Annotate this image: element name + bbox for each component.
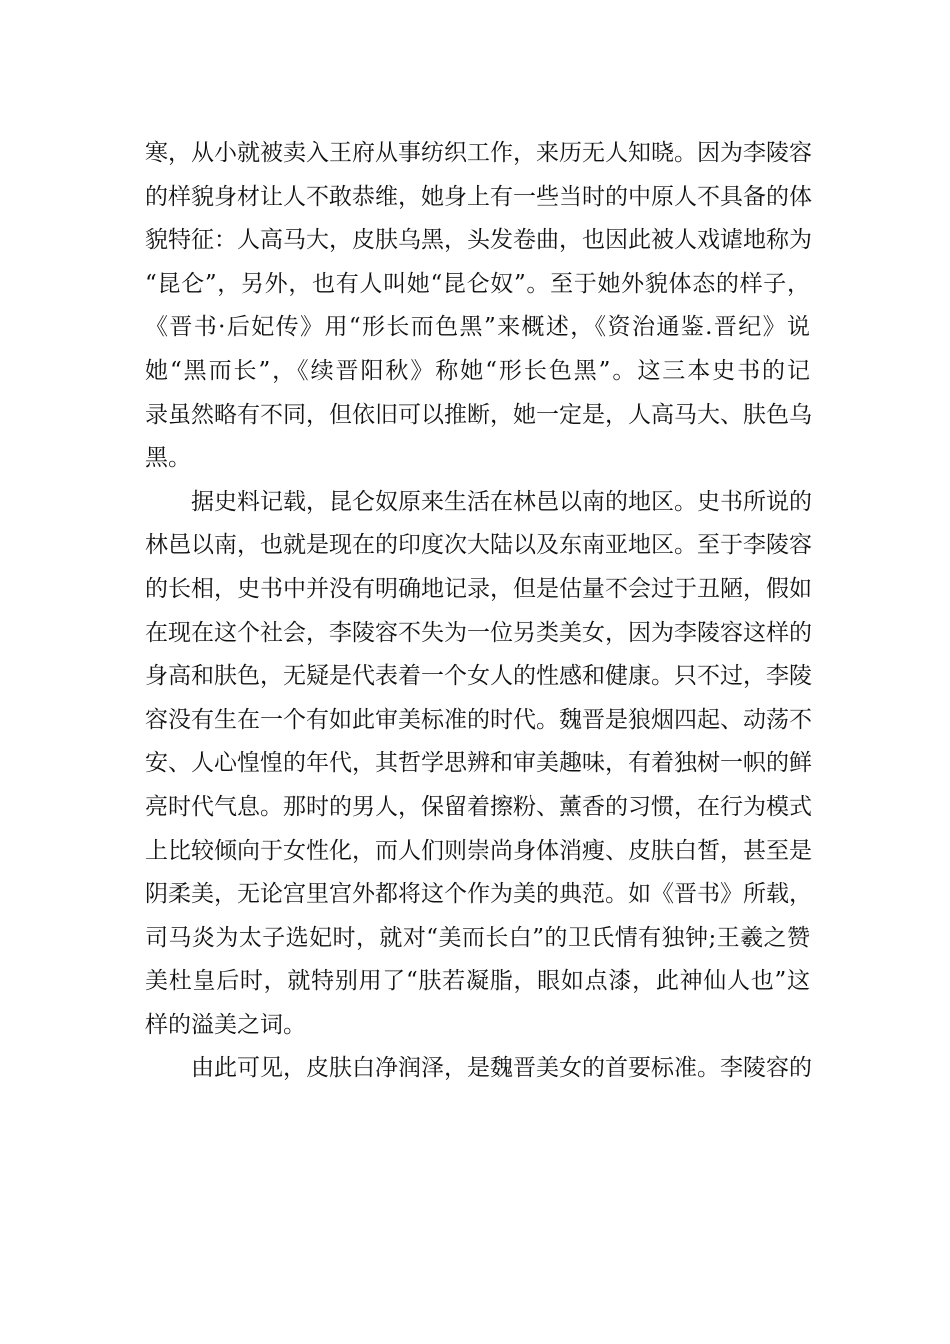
text-line: 美杜皇后时，就特别用了“肤若凝脂，眼如点漆，此神仙人也”这	[145, 968, 810, 995]
text-line: 的样貌身材让人不敢恭维，她身上有一些当时的中原人不具备的体	[145, 183, 812, 210]
text-line: 亮时代气息。那时的男人，保留着擦粉、薰香的习惯，在行为模式	[145, 793, 812, 820]
text-line: 寒，从小就被卖入王府从事纺织工作，来历无人知晓。因为李陵容	[145, 140, 812, 166]
text-line: 由此可见，皮肤白净润泽，是魏晋美女的首要标准。李陵容的	[191, 1055, 812, 1082]
text-line: 黑。	[145, 445, 191, 472]
text-line: 《晋书·后妃传》用“形长而色黑”来概述，《资治通鉴.晋纪》说	[145, 314, 810, 341]
text-line: “昆仑”，另外，也有人叫她“昆仑奴”。至于她外貌体态的样子，	[145, 270, 810, 297]
text-line: 容没有生在一个有如此审美标准的时代。魏晋是狼烟四起、动荡不	[145, 706, 812, 733]
text-line: 阴柔美，无论宫里宫外都将这个作为美的典范。如《晋书》所载，	[145, 881, 812, 908]
text-line: 林邑以南，也就是现在的印度次大陆以及东南亚地区。至于李陵容	[145, 532, 812, 559]
text-line: 身高和肤色，无疑是代表着一个女人的性感和健康。只不过，李陵	[145, 663, 812, 690]
text-line: 的长相，史书中并没有明确地记录，但是估量不会过于丑陋，假如	[145, 575, 812, 602]
text-line: 录虽然略有不同，但依旧可以推断，她一定是，人高马大、肤色乌	[145, 401, 812, 428]
text-line: 上比较倾向于女性化，而人们则崇尚身体消瘦、皮肤白皙，甚至是	[145, 837, 812, 864]
text-line: 貌特征：人高马大，皮肤乌黑，头发卷曲，也因此被人戏谑地称为	[145, 227, 812, 254]
paragraph	[145, 132, 810, 481]
paragraph	[145, 481, 810, 1048]
text-line: 在现在这个社会，李陵容不失为一位另类美女，因为李陵容这样的	[145, 619, 812, 646]
text-line: 样的溢美之词。	[145, 1011, 306, 1038]
text-line: 安、人心惶惶的年代，其哲学思辨和审美趣味，有着独树一帜的鲜	[145, 750, 812, 777]
text-line: 据史料记载，昆仑奴原来生活在林邑以南的地区。史书所说的	[191, 488, 812, 515]
text-line: 司马炎为太子选妃时，就对“美而长白”的卫氏情有独钟;王羲之赞	[145, 924, 810, 951]
document-body	[145, 132, 810, 1091]
text-line: 她“黑而长”，《续晋阳秋》称她“形长色黑”。这三本史书的记	[145, 357, 810, 384]
paragraph	[145, 1047, 810, 1091]
